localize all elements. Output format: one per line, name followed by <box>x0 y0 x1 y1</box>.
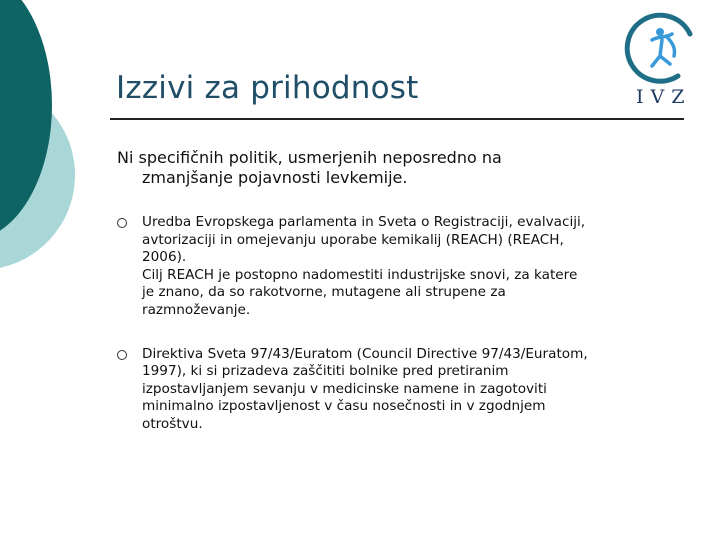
bullet-line: avtorizaciji in omejevanju uporabe kemikalij (REACH) (REACH, <box>142 231 564 248</box>
bullet-line: je znano, da so rakotvorne, mutagene ali strupene za <box>142 284 506 301</box>
bullet-circle-icon <box>117 218 127 228</box>
bullet-line: razmnoževanje. <box>142 301 251 318</box>
bullet-line: minimalno izpostavljenost v času nosečnosti in v zgodnjem <box>142 398 546 415</box>
bullet-line: Direktiva Sveta 97/43/Euratom (Council Directive 97/43/Euratom, <box>142 345 588 362</box>
decorative-circles <box>0 0 90 300</box>
bullet-circle-icon <box>117 350 127 360</box>
logo-figure-body <box>652 34 675 66</box>
bullet-line: otroštvu. <box>142 415 203 432</box>
logo-ring <box>627 15 690 81</box>
logo-text: IVZ <box>636 86 692 108</box>
bullet-line: izpostavljanjem sevanju v medicinske namene in zagotoviti <box>142 380 547 397</box>
bullet-item-reach <box>117 214 697 320</box>
title-divider <box>110 118 684 120</box>
bullet-line: 1997), ki si prizadeva zaščititi bolnike pred pretiranim <box>142 363 509 380</box>
logo-figure-head <box>656 28 664 36</box>
slide-title: Izzivi za prihodnost <box>116 70 419 106</box>
intro-line: Ni specifičnih politik, usmerjenih neposredno na <box>117 148 502 167</box>
bullet-line: Cilj REACH je postopno nadomestiti industrijske snovi, za katere <box>142 266 578 283</box>
bullet-line: Uredba Evropskega parlamenta in Sveta o Registraciji, evalvaciji, <box>142 214 586 230</box>
bullet-list <box>117 214 697 434</box>
bullet-line: 2006). <box>142 249 187 266</box>
intro-paragraph <box>117 148 637 188</box>
bullet-item-euratom <box>117 346 697 434</box>
intro-line: zmanjšanje pojavnosti levkemije. <box>142 168 408 187</box>
